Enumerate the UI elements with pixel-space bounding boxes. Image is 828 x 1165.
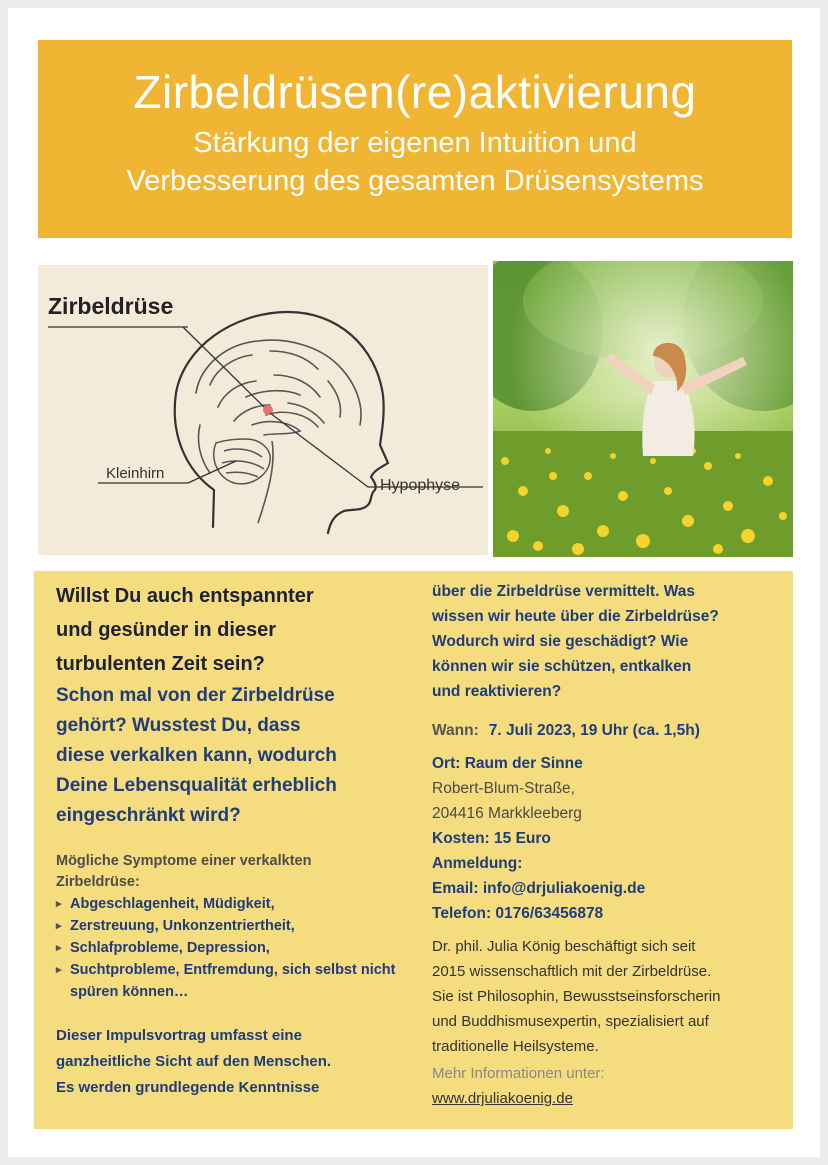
left-column [56,579,416,1101]
bio-line: traditionelle Heilsysteme. [432,1038,599,1055]
question-line: und gesünder in dieser [56,619,277,641]
continuation-line: über die Zirbeldrüse vermittelt. Was [432,583,695,600]
label-pituitary: Hypophyse [380,477,461,494]
cost-label: Kosten: [432,830,490,847]
label-cerebellum: Kleinhirn [106,465,165,482]
email-contact[interactable]: Email: info@drjuliakoenig.de [432,880,646,897]
right-column [432,579,782,1111]
bullet-arrow-icon: ▸ [56,920,62,932]
symptom-item [56,915,416,937]
impulse-line: Es werden grundlegende Kenntnisse [56,1079,320,1096]
continuation-line: wissen wir heute über die Zirbeldrüse? [432,608,719,625]
bullet-arrow-icon: ▸ [56,898,62,910]
impulse-line: Dieser Impulsvortrag umfasst eine [56,1027,302,1044]
symptom-text: Schlafprobleme, Depression, [70,940,270,956]
continuation-line: und reaktivieren? [432,683,562,700]
flyer-page [8,8,820,1157]
event-date [432,718,782,743]
bullet-arrow-icon: ▸ [56,942,62,954]
phone-contact[interactable]: Telefon: 0176/63456878 [432,905,604,922]
registration-label: Anmeldung: [432,855,523,872]
continuation-line: können wir sie schützen, entkalken [432,658,692,675]
symptom-text: Suchtprobleme, Entfremdung, sich selbst nicht spüren können… [70,962,396,1000]
city-address: 204416 Markkleeberg [432,805,582,822]
info-box [34,571,793,1129]
question-blue-line: diese verkalken kann, wodurch [56,745,337,766]
more-info-label: Mehr Informationen unter: [432,1065,605,1082]
bullet-arrow-icon: ▸ [56,964,62,976]
venue: Ort: Raum der Sinne [432,755,583,772]
location-block [432,751,782,926]
bio-line: 2015 wissenschaftlich mit der Zirbeldrüse. [432,963,712,980]
question-line: turbulenten Zeit sein? [56,653,265,675]
bio-line: Sie ist Philosophin, Bewusstseinsforscherin [432,988,721,1005]
meadow-image [493,261,793,557]
question-blue-line: Schon mal von der Zirbeldrüse [56,685,335,706]
impulse-text [56,1023,416,1101]
street-address: Robert-Blum-Straße, [432,780,575,797]
symptom-text: Abgeschlagenheit, Müdigkeit, [70,896,275,912]
date-label: Wann: [432,722,479,739]
symptoms-heading [56,851,416,893]
question-blue-line: Deine Lebensqualität erheblich [56,775,337,796]
symptoms-heading-line: Zirbeldrüse: [56,874,140,890]
question-blue-line: gehört? Wusstest Du, dass [56,715,301,736]
brain-diagram [38,265,488,555]
flyer-subtitle-line2: Verbesserung des gesamten Drüsensystems [126,165,704,197]
symptom-item [56,893,416,915]
title-banner [38,40,792,238]
question-line: Willst Du auch entspannter [56,585,314,607]
website-link[interactable]: www.drjuliakoenig.de [432,1090,573,1107]
woman-in-meadow-photo [493,261,793,557]
question-blue-line: eingeschränkt wird? [56,805,241,826]
symptoms-heading-line: Mögliche Symptome einer verkalkten [56,853,312,869]
continuation-line: Wodurch wird sie geschädigt? Wie [432,633,689,650]
symptom-item [56,959,416,1003]
impulse-line: ganzheitliche Sicht auf den Menschen. [56,1053,332,1070]
bio-line: und Buddhismusexpertin, spezialisiert auf [432,1013,709,1030]
speaker-bio [432,934,782,1059]
symptom-text: Zerstreuung, Unkonzentriertheit, [70,918,295,934]
flyer-title: Zirbeldrüsen(re)aktivierung [133,66,697,118]
flyer-subtitle-line1: Stärkung der eigenen Intuition und [193,127,637,159]
symptom-item [56,937,416,959]
cost-value: 15 Euro [494,830,551,847]
date-value: 7. Juli 2023, 19 Uhr (ca. 1,5h) [488,722,700,739]
label-pineal-gland: Zirbeldrüse [48,293,174,319]
bio-line: Dr. phil. Julia König beschäftigt sich seit [432,938,696,955]
symptoms-list [56,893,416,1003]
